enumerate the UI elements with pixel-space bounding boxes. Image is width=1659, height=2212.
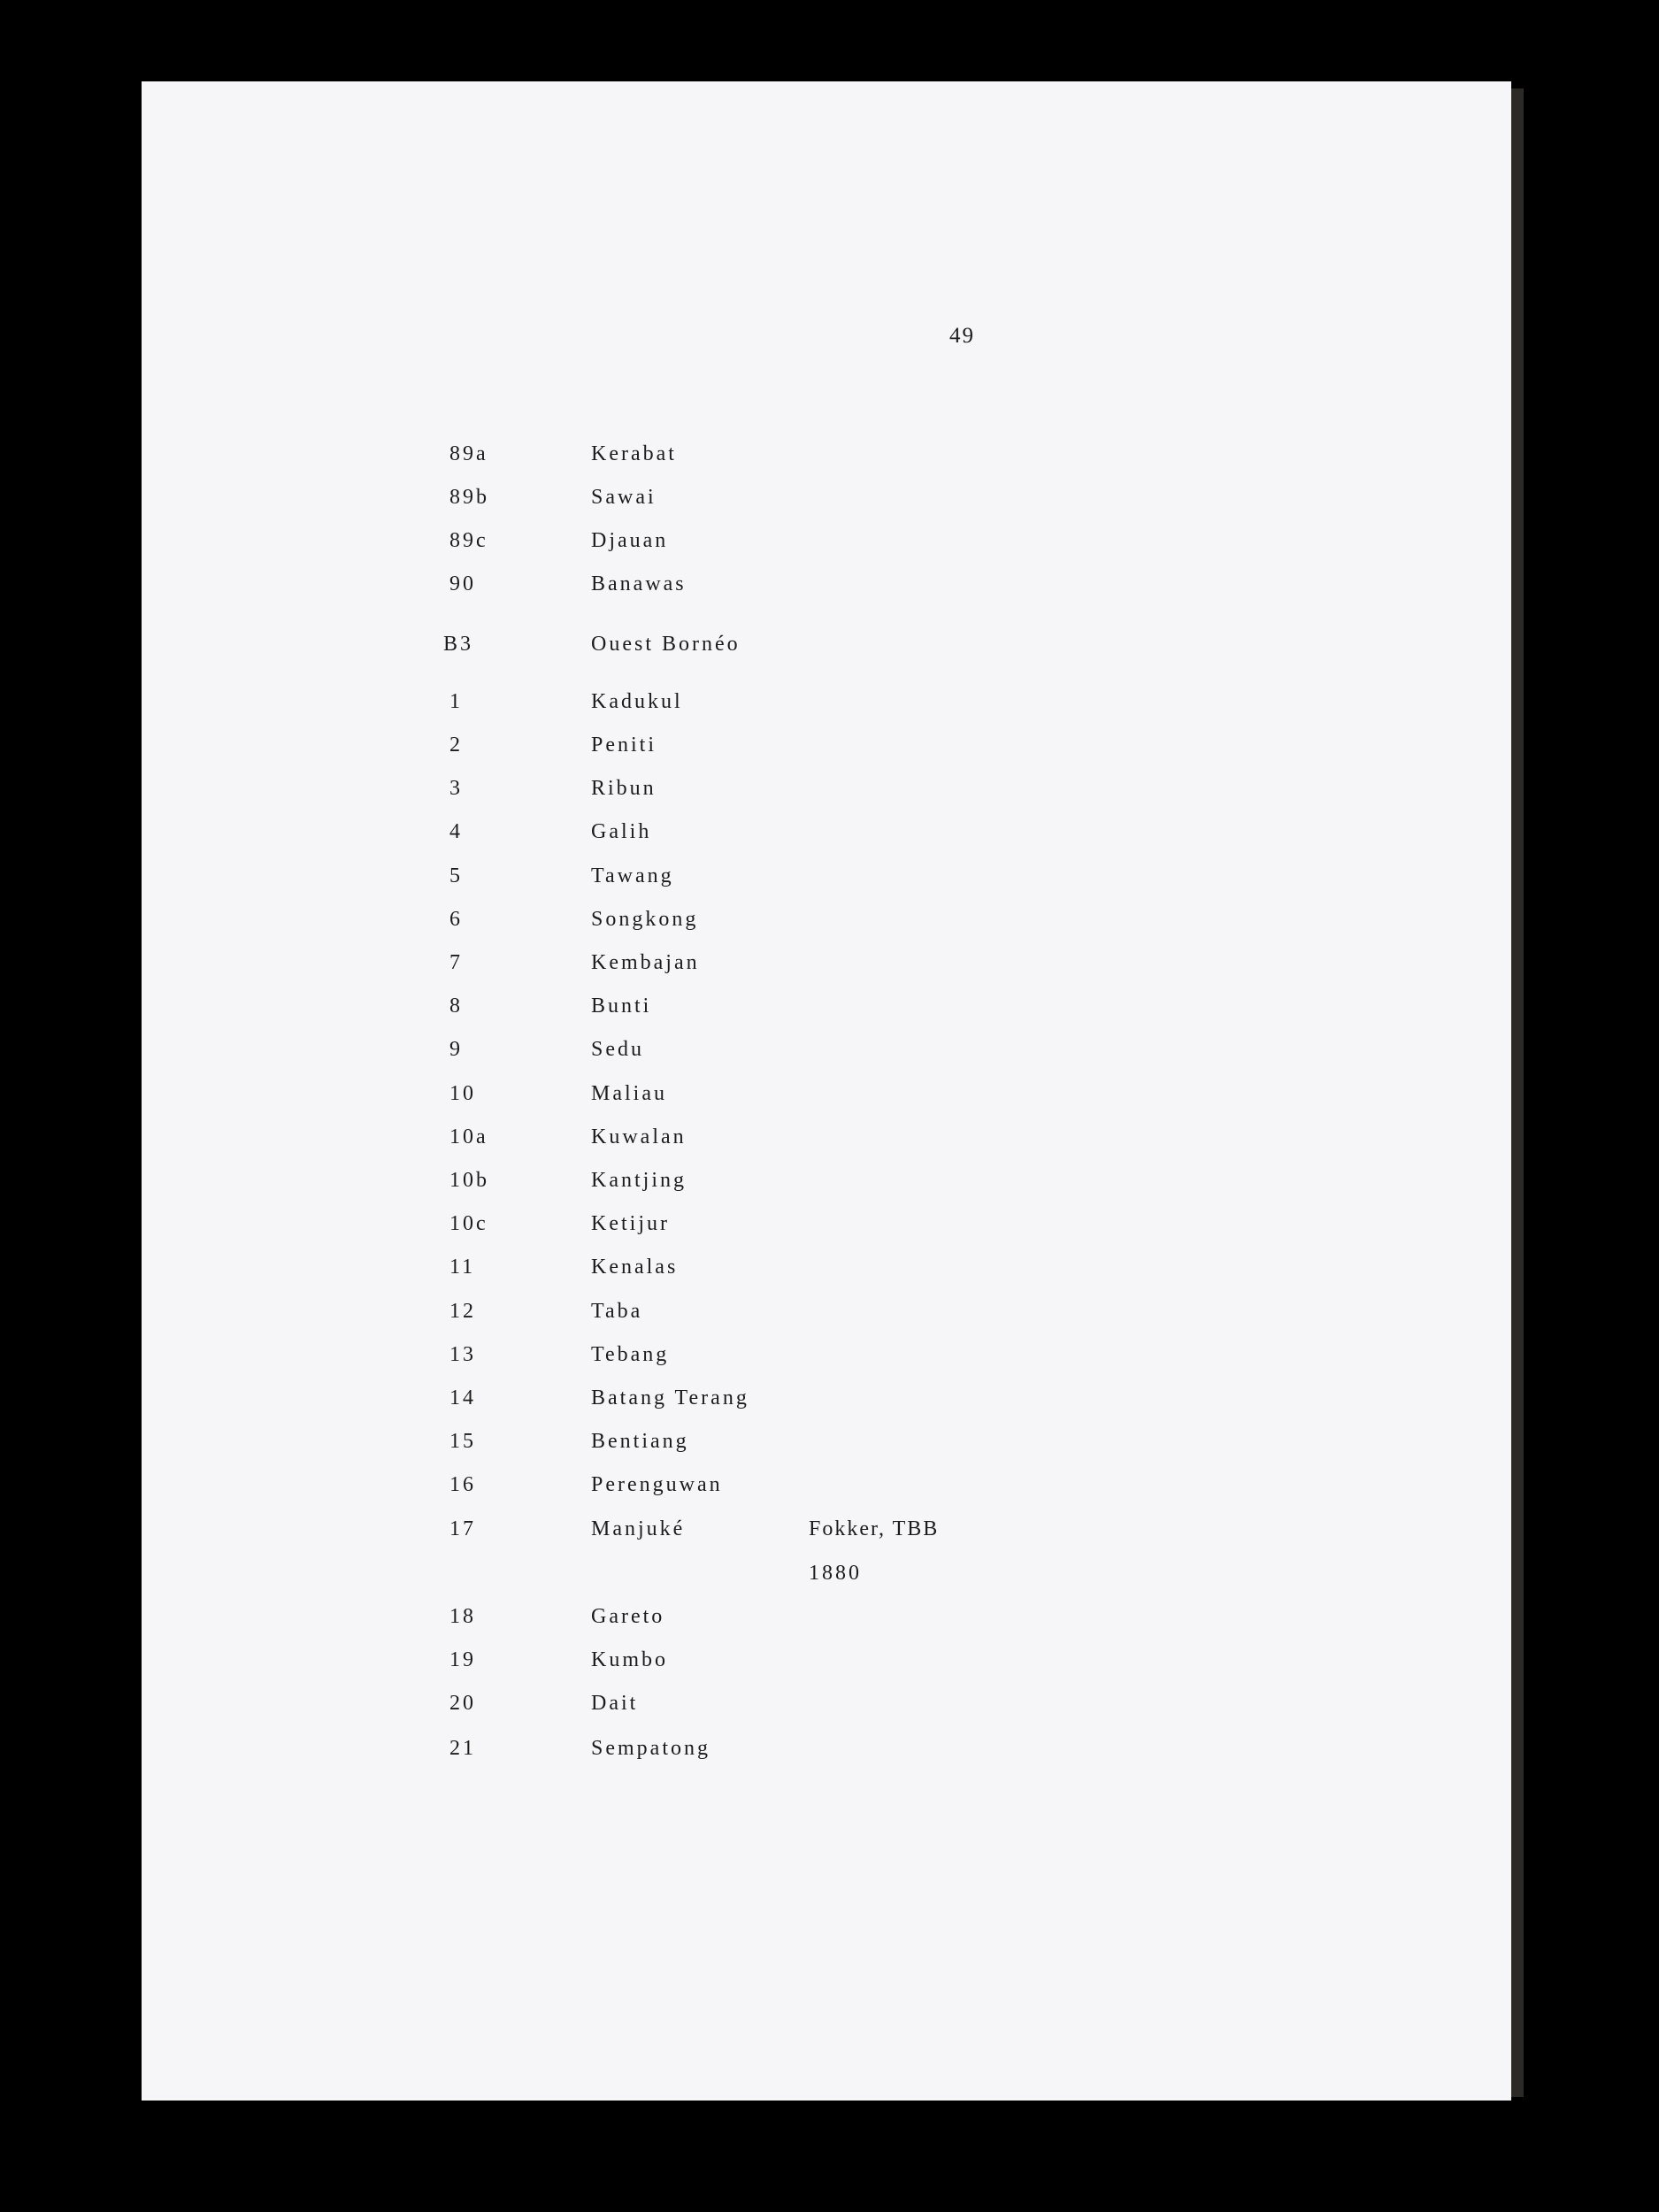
entry-number: 89a <box>449 442 488 465</box>
list-item <box>142 442 1511 478</box>
list-item <box>142 1737 1511 1772</box>
entry-number: 18 <box>449 1605 476 1628</box>
entry-source-year: 1880 <box>809 1562 862 1585</box>
entry-name: Sawai <box>591 486 657 509</box>
entry-number: 10c <box>449 1212 488 1235</box>
entry-name: Taba <box>591 1300 643 1323</box>
entry-number: 1 <box>449 690 463 713</box>
list-item <box>142 1605 1511 1640</box>
entry-number: 89c <box>449 529 488 552</box>
list-item <box>142 1082 1511 1118</box>
entry-number: 6 <box>449 908 463 931</box>
list-item <box>142 1430 1511 1465</box>
entry-number: 5 <box>449 864 463 887</box>
entry-name: Batang Terang <box>591 1386 749 1409</box>
entry-name: Maliau <box>591 1082 667 1105</box>
list-item <box>142 1300 1511 1335</box>
entry-number: 10b <box>449 1169 489 1192</box>
list-item <box>142 1212 1511 1248</box>
entry-number: 8 <box>449 995 463 1018</box>
entry-number: 3 <box>449 777 463 800</box>
page-edge <box>1511 88 1524 2097</box>
entry-name: Dait <box>591 1692 639 1715</box>
entry-name: Sedu <box>591 1038 644 1061</box>
entry-source: Fokker, TBB <box>809 1517 940 1540</box>
entry-number: 16 <box>449 1473 476 1496</box>
entry-number: 12 <box>449 1300 476 1323</box>
list-item <box>142 1169 1511 1204</box>
list-item <box>142 1038 1511 1073</box>
entry-number: 11 <box>449 1256 476 1279</box>
entry-number: 7 <box>449 951 463 974</box>
entry-number: 4 <box>449 820 463 843</box>
document-page <box>142 81 1511 2101</box>
section-heading <box>142 633 1511 668</box>
entry-name: Kerabat <box>591 442 677 465</box>
list-item <box>142 1692 1511 1727</box>
entry-name: Kuwalan <box>591 1125 687 1148</box>
entry-number: 21 <box>449 1737 476 1760</box>
entry-number: 90 <box>449 572 476 595</box>
entry-number: 20 <box>449 1692 476 1715</box>
entry-name: Bunti <box>591 995 652 1018</box>
entry-number: 15 <box>449 1430 476 1453</box>
list-item <box>142 486 1511 521</box>
section-name: Ouest Bornéo <box>591 633 741 656</box>
entry-name: Kenalas <box>591 1256 679 1279</box>
list-item <box>142 864 1511 900</box>
list-item <box>142 529 1511 565</box>
entry-name: Manjuké <box>591 1517 686 1540</box>
list-item <box>142 1648 1511 1684</box>
entry-name: Ribun <box>591 777 657 800</box>
entry-name: Tebang <box>591 1343 670 1366</box>
entry-number: 14 <box>449 1386 476 1409</box>
entry-name: Peniti <box>591 733 657 757</box>
entry-name: Gareto <box>591 1605 665 1628</box>
entry-name: Kadukul <box>591 690 683 713</box>
entry-name: Bentiang <box>591 1430 689 1453</box>
list-item <box>142 572 1511 608</box>
list-item <box>142 1256 1511 1291</box>
entry-name: Kumbo <box>591 1648 668 1671</box>
list-item <box>142 1473 1511 1509</box>
entry-number: 10a <box>449 1125 488 1148</box>
entry-name: Banawas <box>591 572 687 595</box>
list-item <box>142 1343 1511 1379</box>
list-item <box>142 777 1511 812</box>
entry-number: 10 <box>449 1082 476 1105</box>
entry-name: Sempatong <box>591 1737 710 1760</box>
list-item <box>142 1386 1511 1422</box>
list-item <box>142 995 1511 1030</box>
page-number: 49 <box>949 324 975 348</box>
entry-name: Songkong <box>591 908 699 931</box>
section-code: B3 <box>443 633 474 656</box>
list-item <box>142 1125 1511 1161</box>
entry-number: 19 <box>449 1648 476 1671</box>
entry-name: Ketijur <box>591 1212 670 1235</box>
list-item <box>142 908 1511 943</box>
entry-name: Kembajan <box>591 951 700 974</box>
list-item <box>142 690 1511 726</box>
list-item <box>142 1517 1511 1597</box>
entry-number: 2 <box>449 733 463 757</box>
entry-name: Tawang <box>591 864 674 887</box>
entry-name: Galih <box>591 820 652 843</box>
entry-name: Djauan <box>591 529 669 552</box>
entry-number: 13 <box>449 1343 476 1366</box>
entry-name: Kantjing <box>591 1169 687 1192</box>
entry-number: 89b <box>449 486 489 509</box>
entry-number: 9 <box>449 1038 463 1061</box>
list-item <box>142 951 1511 987</box>
entry-name: Perenguwan <box>591 1473 723 1496</box>
list-item <box>142 820 1511 856</box>
entry-number: 17 <box>449 1517 476 1540</box>
list-item <box>142 733 1511 769</box>
